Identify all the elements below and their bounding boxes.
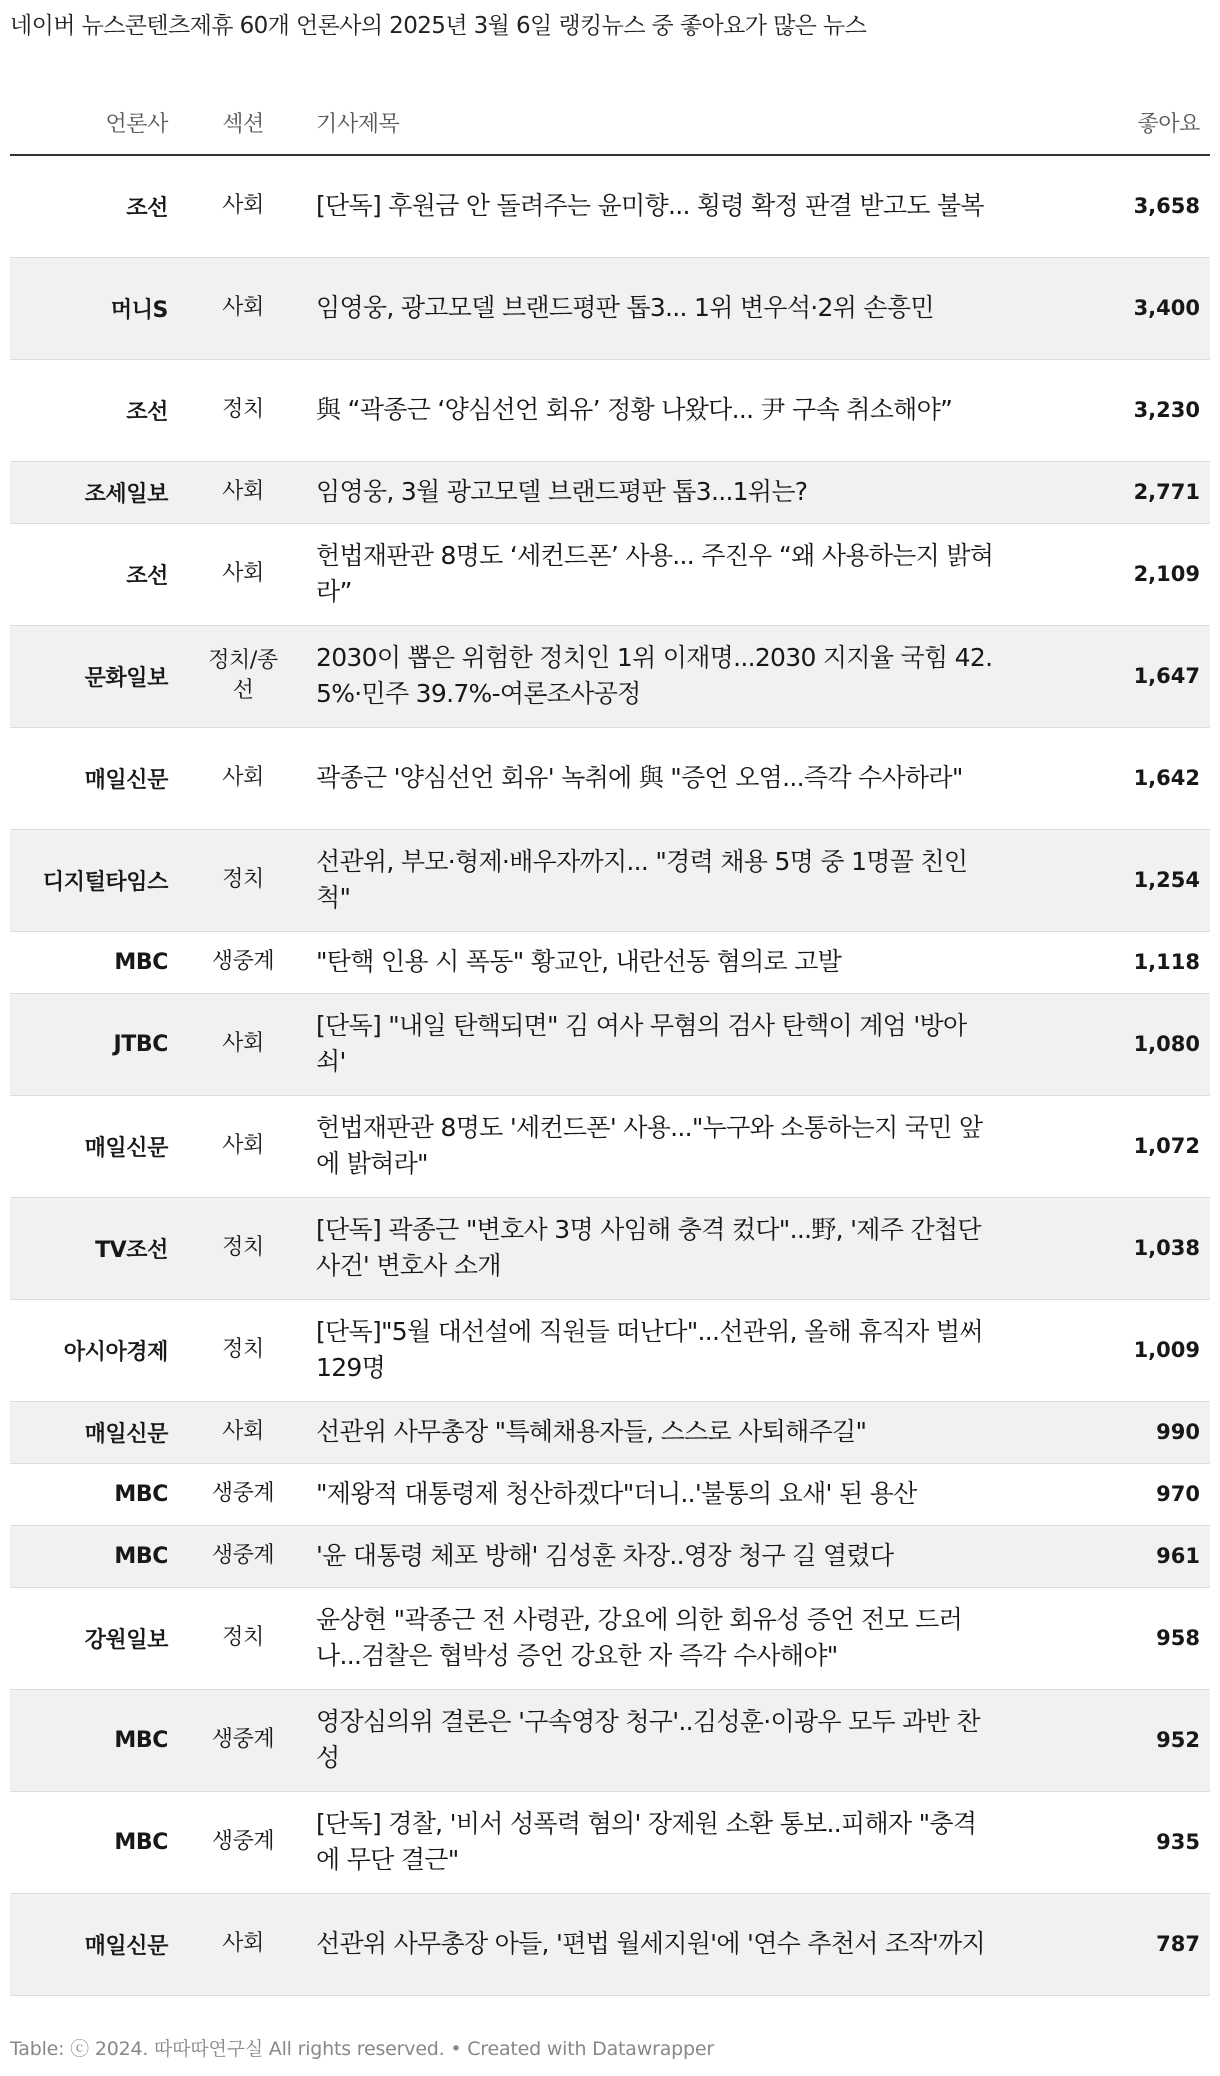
table-row <box>10 993 1210 1095</box>
cell-headline: 임영웅, 3월 광고모델 브랜드평판 톱3...1위는? <box>308 461 1010 523</box>
cell-likes: 3,658 <box>1010 155 1210 257</box>
cell-headline: 與 “곽종근 ‘양심선언 회유’ 정황 나왔다... 尹 구속 취소해야” <box>308 359 1010 461</box>
table-row <box>10 461 1210 523</box>
section-label: 정치 <box>222 1235 264 1260</box>
cell-publisher: 매일신문 <box>10 1401 178 1463</box>
cell-section <box>178 1401 308 1463</box>
table-row <box>10 257 1210 359</box>
section-label: 사회 <box>222 479 264 504</box>
cell-section <box>178 1095 308 1197</box>
column-header-likes[interactable]: 좋아요 <box>1010 90 1210 155</box>
cell-section <box>178 1525 308 1587</box>
cell-headline: [단독]"5월 대선설에 직원들 떠난다"...선관위, 올해 휴직자 벌써 129명 <box>308 1299 1010 1401</box>
cell-section <box>178 359 308 461</box>
cell-section <box>178 257 308 359</box>
section-label: 정치/종선 <box>208 648 278 703</box>
cell-section <box>178 1299 308 1401</box>
section-label: 사회 <box>222 1133 264 1158</box>
cell-likes: 3,230 <box>1010 359 1210 461</box>
table-row <box>10 829 1210 931</box>
section-label: 사회 <box>222 561 264 586</box>
section-label: 정치 <box>222 397 264 422</box>
cell-publisher: 조세일보 <box>10 461 178 523</box>
cell-likes: 1,647 <box>1010 625 1210 727</box>
cell-publisher: 조선 <box>10 155 178 257</box>
cell-section <box>178 829 308 931</box>
section-label: 사회 <box>222 1031 264 1056</box>
cell-headline: "탄핵 인용 시 폭동" 황교안, 내란선동 혐의로 고발 <box>308 931 1010 993</box>
section-label: 생중계 <box>211 1481 275 1506</box>
cell-section <box>178 155 308 257</box>
page-title: 네이버 뉴스콘텐츠제휴 60개 언론사의 2025년 3월 6일 랭킹뉴스 중 좋아요가 많은 뉴스 <box>10 13 867 39</box>
table-row <box>10 727 1210 829</box>
cell-headline: [단독] 후원금 안 돌려주는 윤미향... 횡령 확정 판결 받고도 불복 <box>308 155 1010 257</box>
cell-publisher: MBC <box>10 931 178 993</box>
cell-publisher: MBC <box>10 1689 178 1791</box>
cell-likes: 1,080 <box>1010 993 1210 1095</box>
section-label: 정치 <box>222 1337 264 1362</box>
cell-publisher: MBC <box>10 1525 178 1587</box>
cell-headline: 영장심의위 결론은 '구속영장 청구'..김성훈·이광우 모두 과반 찬성 <box>308 1689 1010 1791</box>
table-row <box>10 359 1210 461</box>
table-body <box>10 155 1210 1995</box>
cell-likes: 1,642 <box>1010 727 1210 829</box>
cell-headline: 선관위, 부모·형제·배우자까지... "경력 채용 5명 중 1명꼴 친인척" <box>308 829 1010 931</box>
section-label: 정치 <box>222 867 264 892</box>
table-row <box>10 1463 1210 1525</box>
cell-publisher: 문화일보 <box>10 625 178 727</box>
table-row <box>10 931 1210 993</box>
table-row <box>10 1525 1210 1587</box>
section-label: 생중계 <box>211 1727 275 1752</box>
cell-publisher: 매일신문 <box>10 727 178 829</box>
cell-headline: '윤 대통령 체포 방해' 김성훈 차장..영장 청구 길 열렸다 <box>308 1525 1010 1587</box>
cell-likes: 1,072 <box>1010 1095 1210 1197</box>
table-header <box>10 90 1210 155</box>
table-row <box>10 155 1210 257</box>
cell-publisher: TV조선 <box>10 1197 178 1299</box>
cell-publisher: 매일신문 <box>10 1893 178 1995</box>
cell-publisher: 머니S <box>10 257 178 359</box>
table-row <box>10 1197 1210 1299</box>
cell-headline: [단독] "내일 탄핵되면" 김 여사 무혐의 검사 탄핵이 계엄 '방아쇠' <box>308 993 1010 1095</box>
table-row <box>10 1095 1210 1197</box>
ranking-news-table <box>10 90 1210 1996</box>
cell-likes: 970 <box>1010 1463 1210 1525</box>
cell-likes: 1,254 <box>1010 829 1210 931</box>
cell-publisher: MBC <box>10 1463 178 1525</box>
cell-headline: 선관위 사무총장 "특혜채용자들, 스스로 사퇴해주길" <box>308 1401 1010 1463</box>
cell-publisher: 디지털타임스 <box>10 829 178 931</box>
cell-headline: [단독] 경찰, '비서 성폭력 혐의' 장제원 소환 통보..피해자 "충격에 무단 결근" <box>308 1791 1010 1893</box>
cell-likes: 1,118 <box>1010 931 1210 993</box>
cell-section <box>178 461 308 523</box>
table-row <box>10 1587 1210 1689</box>
cell-headline: 윤상현 "곽종근 전 사령관, 강요에 의한 회유성 증언 전모 드러나...검찰은 협박성 증언 강요한 자 즉각 수사해야" <box>308 1587 1010 1689</box>
cell-section <box>178 1463 308 1525</box>
section-label: 생중계 <box>211 1543 275 1568</box>
table-row <box>10 1791 1210 1893</box>
table-row <box>10 1893 1210 1995</box>
cell-section <box>178 1791 308 1893</box>
cell-likes: 2,771 <box>1010 461 1210 523</box>
cell-headline: 곽종근 '양심선언 회유' 녹취에 與 "증언 오염...즉각 수사하라" <box>308 727 1010 829</box>
cell-headline: 헌법재판관 8명도 ‘세컨드폰’ 사용... 주진우 “왜 사용하는지 밝혀라” <box>308 523 1010 625</box>
column-header-section[interactable]: 섹션 <box>178 90 308 155</box>
cell-headline: 2030이 뽑은 위험한 정치인 1위 이재명...2030 지지율 국힘 42.5%·민주 39.7%-여론조사공정 <box>308 625 1010 727</box>
cell-publisher: 조선 <box>10 523 178 625</box>
table-row <box>10 1401 1210 1463</box>
cell-section <box>178 523 308 625</box>
cell-headline: [단독] 곽종근 "변호사 3명 사임해 충격 컸다"...野, '제주 간첩단사건' 변호사 소개 <box>308 1197 1010 1299</box>
cell-section <box>178 1893 308 1995</box>
cell-section <box>178 727 308 829</box>
cell-section <box>178 1197 308 1299</box>
table-row <box>10 1689 1210 1791</box>
cell-section <box>178 1689 308 1791</box>
cell-section <box>178 993 308 1095</box>
cell-likes: 1,009 <box>1010 1299 1210 1401</box>
table-footer-credit: Table: ⓒ 2024. 따따따연구실 All rights reserved. • Created with Datawrapper <box>10 2038 714 2060</box>
section-label: 사회 <box>222 1419 264 1444</box>
cell-likes: 1,038 <box>1010 1197 1210 1299</box>
cell-likes: 2,109 <box>1010 523 1210 625</box>
section-label: 사회 <box>222 295 264 320</box>
cell-publisher: 조선 <box>10 359 178 461</box>
section-label: 정치 <box>222 1625 264 1650</box>
cell-publisher: 매일신문 <box>10 1095 178 1197</box>
cell-headline: 헌법재판관 8명도 '세컨드폰' 사용..."누구와 소통하는지 국민 앞에 밝혀라" <box>308 1095 1010 1197</box>
column-header-publisher[interactable]: 언론사 <box>10 90 178 155</box>
cell-section <box>178 931 308 993</box>
table-header-row <box>10 90 1210 155</box>
cell-likes: 935 <box>1010 1791 1210 1893</box>
cell-headline: 임영웅, 광고모델 브랜드평판 톱3... 1위 변우석·2위 손흥민 <box>308 257 1010 359</box>
cell-headline: "제왕적 대통령제 청산하겠다"더니..'불통의 요새' 된 용산 <box>308 1463 1010 1525</box>
table-row <box>10 1299 1210 1401</box>
cell-headline: 선관위 사무총장 아들, '편법 월세지원'에 '연수 추천서 조작'까지 <box>308 1893 1010 1995</box>
section-label: 사회 <box>222 1931 264 1956</box>
section-label: 생중계 <box>211 1829 275 1854</box>
cell-likes: 787 <box>1010 1893 1210 1995</box>
table-row <box>10 523 1210 625</box>
section-label: 사회 <box>222 765 264 790</box>
table-row <box>10 625 1210 727</box>
cell-likes: 990 <box>1010 1401 1210 1463</box>
cell-publisher: 강원일보 <box>10 1587 178 1689</box>
column-header-headline[interactable]: 기사제목 <box>308 90 1010 155</box>
cell-publisher: 아시아경제 <box>10 1299 178 1401</box>
cell-likes: 958 <box>1010 1587 1210 1689</box>
section-label: 사회 <box>222 193 264 219</box>
cell-likes: 961 <box>1010 1525 1210 1587</box>
cell-likes: 952 <box>1010 1689 1210 1791</box>
cell-section <box>178 625 308 727</box>
cell-publisher: MBC <box>10 1791 178 1893</box>
section-label: 생중계 <box>211 949 275 974</box>
cell-publisher: JTBC <box>10 993 178 1095</box>
cell-section <box>178 1587 308 1689</box>
cell-likes: 3,400 <box>1010 257 1210 359</box>
